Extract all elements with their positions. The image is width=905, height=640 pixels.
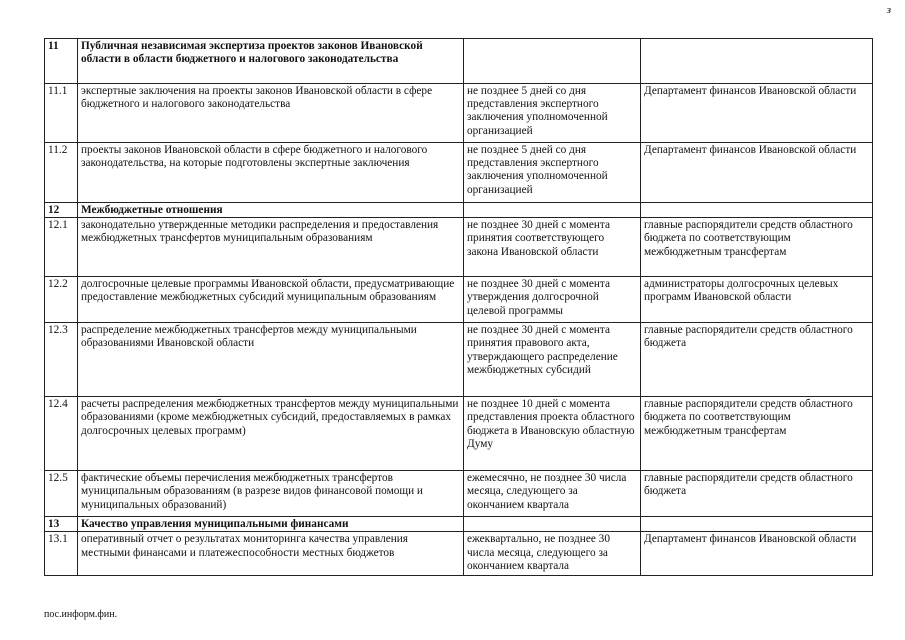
section-row-11 bbox=[45, 39, 873, 84]
row-item: законодательно утвержденные методики распределения и предоставления межбюджетных трансфертов муниципальным образованиям bbox=[78, 218, 464, 277]
row-responsible: администраторы долгосрочных целевых программ Ивановской области bbox=[641, 277, 873, 323]
row-responsible: Департамент финансов Ивановской области bbox=[641, 84, 873, 143]
row-responsible: Департамент финансов Ивановской области bbox=[641, 143, 873, 203]
row-term bbox=[464, 39, 641, 84]
row-term bbox=[464, 203, 641, 218]
row-number: 12 bbox=[45, 203, 78, 218]
table-row bbox=[45, 277, 873, 323]
row-number: 11.2 bbox=[45, 143, 78, 203]
table-row bbox=[45, 532, 873, 576]
row-item: фактические объемы перечисления межбюджетных трансфертов муниципальным образованиям (в разрезе видов финансовой помощи и муниципальных образований) bbox=[78, 471, 464, 517]
row-item: Публичная независимая экспертиза проектов законов Ивановской области в области бюджетного и налогового законодательства bbox=[78, 39, 464, 84]
table-row bbox=[45, 218, 873, 277]
row-responsible: главные распорядители средств областного бюджета по соответствующим межбюджетным трансфертам bbox=[641, 397, 873, 471]
row-number: 11.1 bbox=[45, 84, 78, 143]
row-responsible: Департамент финансов Ивановской области bbox=[641, 532, 873, 576]
row-item: оперативный отчет о результатах мониторинга качества управления местными финансами и платежеспособности местных бюджетов bbox=[78, 532, 464, 576]
row-item: Качество управления муниципальными финансами bbox=[78, 517, 464, 532]
row-item: Межбюджетные отношения bbox=[78, 203, 464, 218]
row-number: 12.3 bbox=[45, 323, 78, 397]
row-item: долгосрочные целевые программы Ивановской области, предусматривающие предоставление межбюджетных субсидий муниципальным образованиям bbox=[78, 277, 464, 323]
document-table bbox=[44, 38, 873, 576]
row-item: распределение межбюджетных трансфертов между муниципальными образованиями Ивановской области bbox=[78, 323, 464, 397]
row-term: не позднее 10 дней с момента представления проекта областного бюджета в Ивановскую областную Думу bbox=[464, 397, 641, 471]
row-responsible bbox=[641, 39, 873, 84]
row-responsible: главные распорядители средств областного бюджета bbox=[641, 323, 873, 397]
table-row bbox=[45, 471, 873, 517]
row-term: не позднее 5 дней со дня представления экспертного заключения уполномоченной организацией bbox=[464, 143, 641, 203]
row-term: ежеквартально, не позднее 30 числа месяца, следующего за окончанием квартала bbox=[464, 532, 641, 576]
row-responsible bbox=[641, 517, 873, 532]
row-number: 12.2 bbox=[45, 277, 78, 323]
row-term: не позднее 30 дней с момента принятия соответствующего закона Ивановской области bbox=[464, 218, 641, 277]
row-number: 12.1 bbox=[45, 218, 78, 277]
footer-note: пос.информ.фин. bbox=[44, 609, 118, 620]
section-row-12 bbox=[45, 203, 873, 218]
row-item: экспертные заключения на проекты законов Ивановской области в сфере бюджетного и налогового законодательства bbox=[78, 84, 464, 143]
row-term: не позднее 30 дней с момента утверждения долгосрочной целевой программы bbox=[464, 277, 641, 323]
row-term: не позднее 30 дней с момента принятия правового акта, утверждающего распределение межбюджетных субсидий bbox=[464, 323, 641, 397]
row-term: не позднее 5 дней со дня представления экспертного заключения уполномоченной организацией bbox=[464, 84, 641, 143]
row-term: ежемесячно, не позднее 30 числа месяца, следующего за окончанием квартала bbox=[464, 471, 641, 517]
page-mark: з bbox=[886, 4, 891, 16]
row-responsible bbox=[641, 203, 873, 218]
row-number: 11 bbox=[45, 39, 78, 84]
row-number: 13 bbox=[45, 517, 78, 532]
row-responsible: главные распорядители средств областного бюджета по соответствующим межбюджетным трансфертам bbox=[641, 218, 873, 277]
row-item: расчеты распределения межбюджетных трансфертов между муниципальными образованиями (кроме межбюджетных субсидий, предоставляемых в рамках долгосрочных целевых программ) bbox=[78, 397, 464, 471]
row-term bbox=[464, 517, 641, 532]
row-number: 13.1 bbox=[45, 532, 78, 576]
table-row bbox=[45, 397, 873, 471]
table-body bbox=[45, 39, 873, 576]
row-number: 12.5 bbox=[45, 471, 78, 517]
table-row bbox=[45, 84, 873, 143]
table-row bbox=[45, 143, 873, 203]
row-responsible: главные распорядители средств областного бюджета bbox=[641, 471, 873, 517]
row-number: 12.4 bbox=[45, 397, 78, 471]
row-item: проекты законов Ивановской области в сфере бюджетного и налогового законодательства, на которые подготовлены экспертные заключения bbox=[78, 143, 464, 203]
section-row-13 bbox=[45, 517, 873, 532]
table-row bbox=[45, 323, 873, 397]
